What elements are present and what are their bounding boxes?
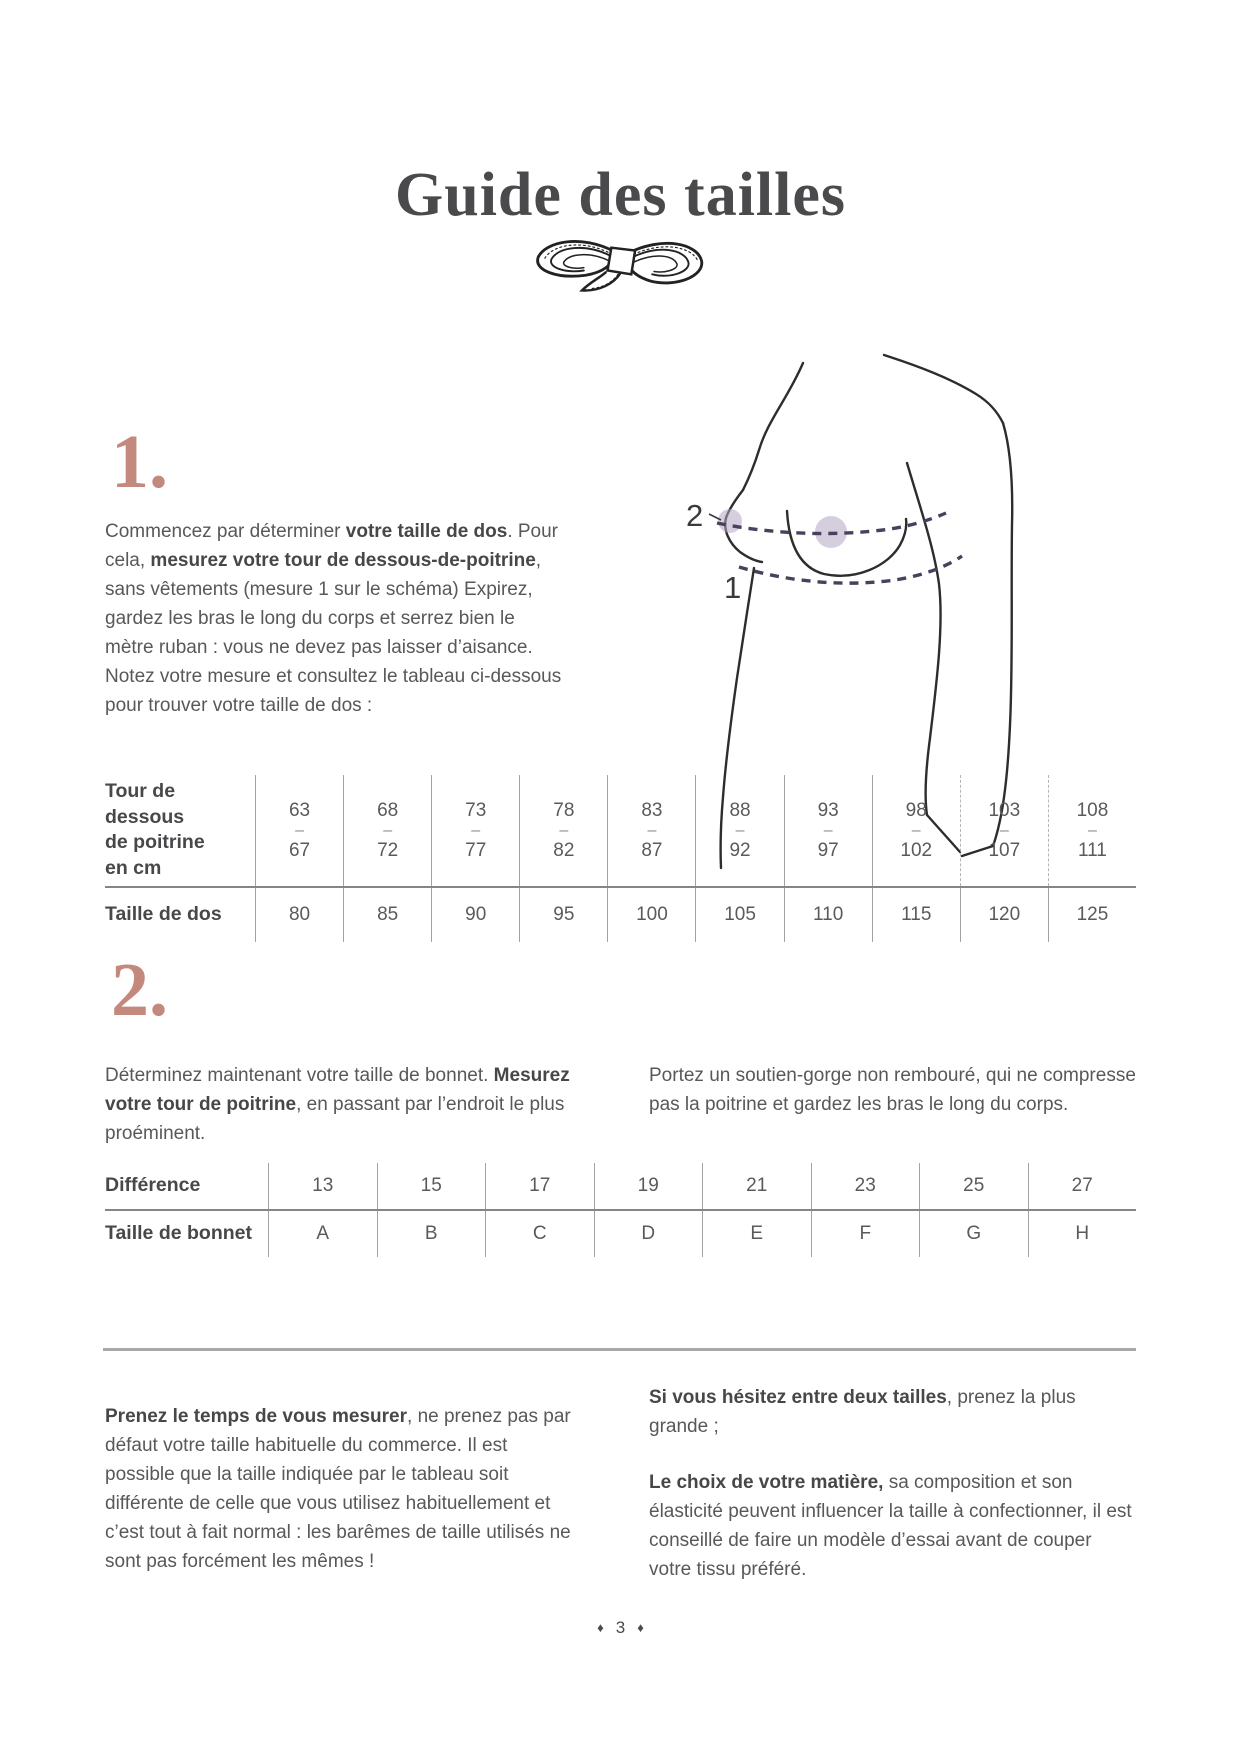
difference-cell: 21 (702, 1163, 811, 1209)
advice-section (105, 1383, 1136, 1595)
ribbon-skein-illustration (523, 222, 713, 300)
cup-size-cell: G (919, 1211, 1028, 1257)
step-1-section (105, 420, 567, 739)
cup-size-row (105, 1211, 1136, 1257)
step-2-number: 2. (111, 948, 168, 1032)
back-size-table (105, 775, 1136, 942)
step-2-left-paragraph: Déterminez maintenant votre taille de bonnet. Mesurez votre tour de poitrine, en passant par l’endroit le plus proéminent. (105, 1064, 570, 1145)
figure-label-2: 2 (686, 498, 704, 533)
cup-size-cell: C (485, 1211, 594, 1257)
cup-size-cell: E (702, 1211, 811, 1257)
step-1-paragraph: Commencez par déterminer votre taille de dos. Pour cela, mesurez votre tour de dessous-de-poitrine, sans vêtements (mesure 1 sur le schéma) Expirez, gardez les bras le long du corps et serrez bien le mètre ruban : vous ne devez pas laisser d’aisance. Notez votre mesure et consultez le tableau ci-dessous pour trouver votre taille de dos : (105, 520, 562, 717)
back-size-cell: 110 (784, 888, 872, 942)
back-size-row (105, 888, 1136, 942)
back-size-cell: 90 (431, 888, 519, 942)
cup-size-cell: A (268, 1211, 377, 1257)
underbust-range-cell: 108 – 111 (1048, 775, 1136, 886)
back-size-cell: 105 (695, 888, 783, 942)
underbust-range-row (105, 775, 1136, 888)
cup-size-row-label: Taille de bonnet (105, 1222, 252, 1245)
back-size-cell: 100 (607, 888, 695, 942)
page-footer (0, 1618, 1241, 1638)
diamond-icon: ♦ (637, 1620, 644, 1635)
cup-size-cell: H (1028, 1211, 1137, 1257)
back-size-cell: 115 (872, 888, 960, 942)
difference-cell: 27 (1028, 1163, 1137, 1209)
underbust-range-cell: 103 – 107 (960, 775, 1048, 886)
cup-size-table (105, 1163, 1136, 1257)
underbust-range-cell: 78 – 82 (519, 775, 607, 886)
back-size-cell: 95 (519, 888, 607, 942)
advice-right-column (649, 1383, 1136, 1595)
figure-label-1: 1 (724, 570, 742, 605)
underbust-range-cell: 73 – 77 (431, 775, 519, 886)
back-size-row-label: Taille de dos (105, 903, 222, 926)
figure-underbust-measure-line (739, 556, 962, 583)
cup-size-cell: B (377, 1211, 486, 1257)
underbust-range-cell: 63 – 67 (255, 775, 343, 886)
difference-cell: 13 (268, 1163, 377, 1209)
difference-cell: 17 (485, 1163, 594, 1209)
underbust-range-cell: 93 – 97 (784, 775, 872, 886)
difference-cell: 25 (919, 1163, 1028, 1209)
cup-size-cell: F (811, 1211, 920, 1257)
back-size-cell: 125 (1048, 888, 1136, 942)
figure-inner-arm-line (907, 463, 941, 815)
back-size-cell: 85 (343, 888, 431, 942)
step-1-number: 1. (111, 420, 168, 504)
page-number: 3 (615, 1618, 626, 1637)
back-size-cell: 120 (960, 888, 1048, 942)
advice-right-paragraph-1: Si vous hésitez entre deux tailles, prenez la plus grande ; (649, 1387, 1076, 1438)
back-size-cell: 80 (255, 888, 343, 942)
page-title: Guide des tailles (394, 160, 847, 229)
skein-band (608, 248, 636, 275)
figure-far-breast-curve (787, 511, 906, 576)
underbust-range-cell: 68 – 72 (343, 775, 431, 886)
underbust-range-cell: 83 – 87 (607, 775, 695, 886)
underbust-range-cell: 88 – 92 (695, 775, 783, 886)
figure-bust-point-near (718, 509, 742, 533)
figure-neck-line (743, 363, 803, 490)
figure-shoulder-line (884, 355, 1003, 423)
difference-cell: 23 (811, 1163, 920, 1209)
diamond-icon: ♦ (597, 1620, 604, 1635)
difference-row (105, 1163, 1136, 1211)
underbust-range-cell: 98 – 102 (872, 775, 960, 886)
difference-cell: 15 (377, 1163, 486, 1209)
advice-left-paragraph: Prenez le temps de vous mesurer, ne prenez pas par défaut votre taille habituelle du commerce. Il est possible que la taille indiquée par le tableau soit différente de celle que vous utilisez habituellement et c’est tout à fait normal : les barêmes de taille utilisés ne sont pas forcément les mêmes ! (105, 1406, 571, 1573)
horizontal-divider (103, 1348, 1136, 1351)
difference-row-label: Différence (105, 1174, 201, 1197)
advice-right-paragraph-2: Le choix de votre matière, sa composition et son élasticité peuvent influencer la taille à confectionner, il est conseillé de faire un modèle d’essai avant de couper votre tissu préféré. (649, 1472, 1132, 1581)
difference-cell: 19 (594, 1163, 703, 1209)
step-2-section (105, 948, 1136, 1167)
step-2-right-paragraph: Portez un soutien-gorge non rembouré, qui ne compresse pas la poitrine et gardez les bras le long du corps. (649, 1064, 1136, 1115)
cup-size-cell: D (594, 1211, 703, 1257)
underbust-row-label: Tour de dessous de poitrine en cm (105, 780, 205, 880)
